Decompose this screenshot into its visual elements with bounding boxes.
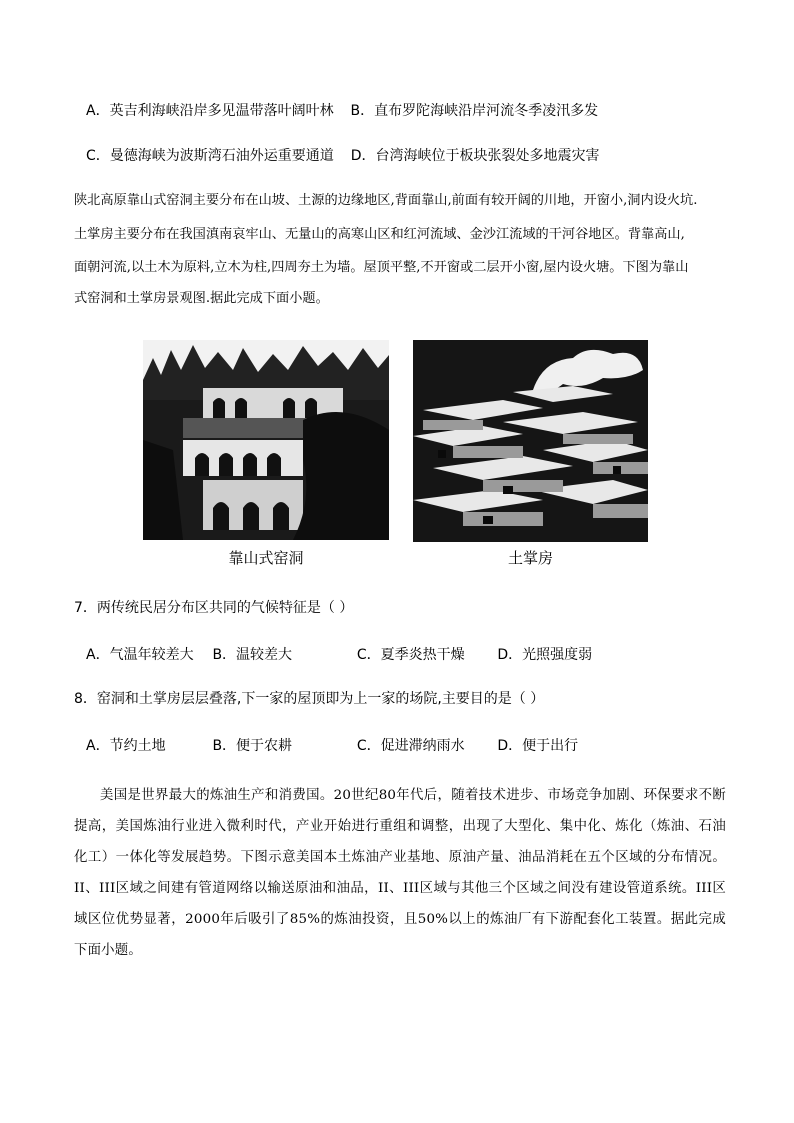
q8-option-b: B．便于农耕 — [212, 738, 293, 754]
earth-house-photo — [413, 340, 648, 542]
q7-option-d: D．光照强度弱 — [497, 647, 593, 663]
earth-house-caption: 土掌房 — [507, 549, 553, 567]
q8-option-d: D．便于出行 — [497, 738, 579, 754]
prev-options-row-2 — [86, 146, 599, 166]
intro1-line-3: 面朝河流,以土木为原料,立木为柱,四周夯土为墙。屋顶平整,不开窗或二层开小窗,屋内设火塘。下图为靠山 — [74, 260, 689, 275]
q7-option-b: B．温较差大 — [212, 647, 293, 663]
option-d: D．台湾海峡位于板块张裂处多地震灾害 — [350, 148, 600, 164]
intro2-paragraph: 美国是世界最大的炼油生产和消费国。20世纪80年代后，随着技术进步、市场竞争加剧、环保要求不断提高，美国炼油行业进入微利时代，产业开始进行重组和调整，出现了大型化、集中化、炼化（炼油、石油化工）一体化等发展趋势。下图示意美国本土炼油产业基地、原油产量、油品消耗在五个区域的分布情况。II、III区域之间建有管道网络以输送原油和油品，II、III区域与其他三个区域之间没有建设管道系统。III区域区位优势显著，2000年后吸引了85%的炼油投资，且50%以上的炼油厂有下游配套化工装置。据此完成下面小题。 — [74, 788, 726, 958]
intro1-line-1: 陕北高原靠山式窑洞主要分布在山坡、土源的边缘地区,背面靠山,前面有较开阔的川地，开窗小,洞内设火坑. — [74, 193, 698, 208]
question-8-stem: 8．窑洞和土掌房层层叠落,下一家的屋顶即为上一家的场院,主要目的是（ ） — [74, 691, 545, 707]
option-b: B．直布罗陀海峡沿岸河流冬季凌汛多发 — [350, 103, 599, 119]
cave-dwelling-caption: 靠山式窑洞 — [228, 549, 304, 567]
prev-options-row-1 — [86, 101, 598, 121]
intro1-line-2: 土掌房主要分布在我国滇南哀牢山、无量山的高寒山区和红河流域、金沙江流域的干河谷地区。背靠高山, — [74, 227, 685, 242]
intro1-line-4: 式窑洞和土掌房景观图.据此完成下面小题。 — [74, 291, 329, 306]
q7-option-c: C．夏季炎热干燥 — [356, 647, 465, 663]
q8-option-a: A．节约土地 — [86, 738, 166, 754]
option-a: A．英吉利海峡沿岸多见温带落叶阔叶林 — [86, 103, 334, 119]
cave-dwelling-photo — [143, 340, 389, 540]
option-c: C．曼德海峡为波斯湾石油外运重要通道 — [86, 148, 334, 164]
q7-option-a: A．气温年较差大 — [86, 647, 194, 663]
question-8-options — [86, 736, 578, 756]
question-7-stem: 7．两传统民居分布区共同的气候特征是（ ） — [74, 600, 354, 616]
question-7-options — [86, 645, 592, 665]
q8-option-c: C．促进滞纳雨水 — [356, 738, 465, 754]
